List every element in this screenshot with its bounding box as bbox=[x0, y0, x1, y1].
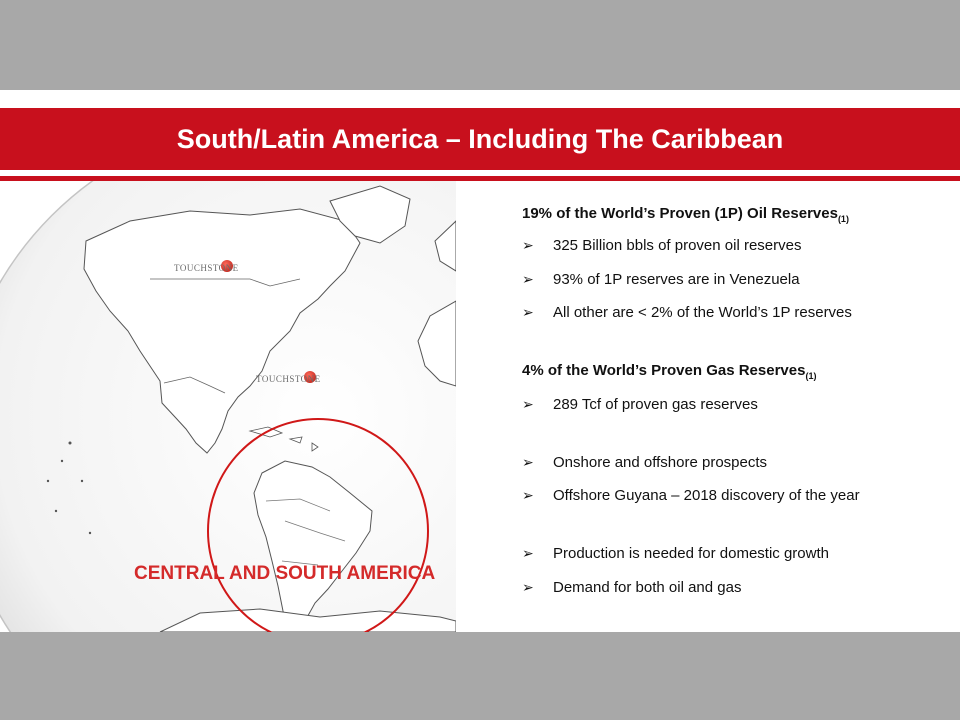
arrow-bullet-icon: ➢ bbox=[522, 487, 534, 503]
bullet-text: 325 Billion bbls of proven oil reserves bbox=[553, 237, 802, 254]
slide-title: South/Latin America – Including The Caribbean bbox=[176, 123, 784, 154]
arrow-bullet-icon: ➢ bbox=[522, 304, 534, 320]
oil-footnote: (1) bbox=[837, 214, 849, 224]
bullet-text: Production is needed for domestic growth bbox=[553, 545, 829, 562]
title-bar bbox=[0, 108, 960, 170]
arrow-bullet-icon: ➢ bbox=[522, 545, 534, 561]
arrow-bullet-icon: ➢ bbox=[522, 579, 534, 595]
arrow-bullet-icon: ➢ bbox=[522, 237, 534, 253]
arrow-bullet-icon: ➢ bbox=[522, 271, 534, 287]
list-item bbox=[522, 579, 741, 596]
oil-reserves-heading bbox=[522, 205, 849, 224]
list-item bbox=[522, 396, 758, 413]
gas-reserves-heading bbox=[522, 362, 816, 381]
bullet-text: Demand for both oil and gas bbox=[553, 579, 742, 596]
gas-heading-text: 4% of the World’s Proven Gas Reserves bbox=[522, 362, 806, 379]
list-item bbox=[522, 545, 829, 562]
arrow-bullet-icon: ➢ bbox=[522, 454, 534, 470]
arrow-bullet-icon: ➢ bbox=[522, 396, 534, 412]
bullet-text: 93% of 1P reserves are in Venezuela bbox=[553, 271, 800, 288]
list-item bbox=[522, 454, 767, 471]
list-item bbox=[522, 304, 852, 321]
region-label: CENTRAL AND SOUTH AMERICA bbox=[134, 563, 436, 584]
list-item bbox=[522, 271, 800, 288]
oil-heading-text: 19% of the World’s Proven (1P) Oil Reserves bbox=[522, 205, 838, 222]
bullet-text: Offshore Guyana – 2018 discovery of the year bbox=[553, 487, 860, 504]
touchstone-logo-north: TOUCHSTONE bbox=[174, 263, 239, 273]
globe-map bbox=[0, 181, 456, 632]
touchstone-logo-south: TOUCHSTONE bbox=[256, 374, 321, 384]
list-item bbox=[522, 487, 860, 504]
slide bbox=[0, 90, 960, 632]
gas-footnote: (1) bbox=[805, 371, 817, 381]
bullet-text: Onshore and offshore prospects bbox=[553, 454, 768, 471]
bullet-text: All other are < 2% of the World’s 1P reserves bbox=[553, 304, 852, 321]
bullet-text: 289 Tcf of proven gas reserves bbox=[553, 396, 758, 413]
list-item bbox=[522, 237, 801, 254]
